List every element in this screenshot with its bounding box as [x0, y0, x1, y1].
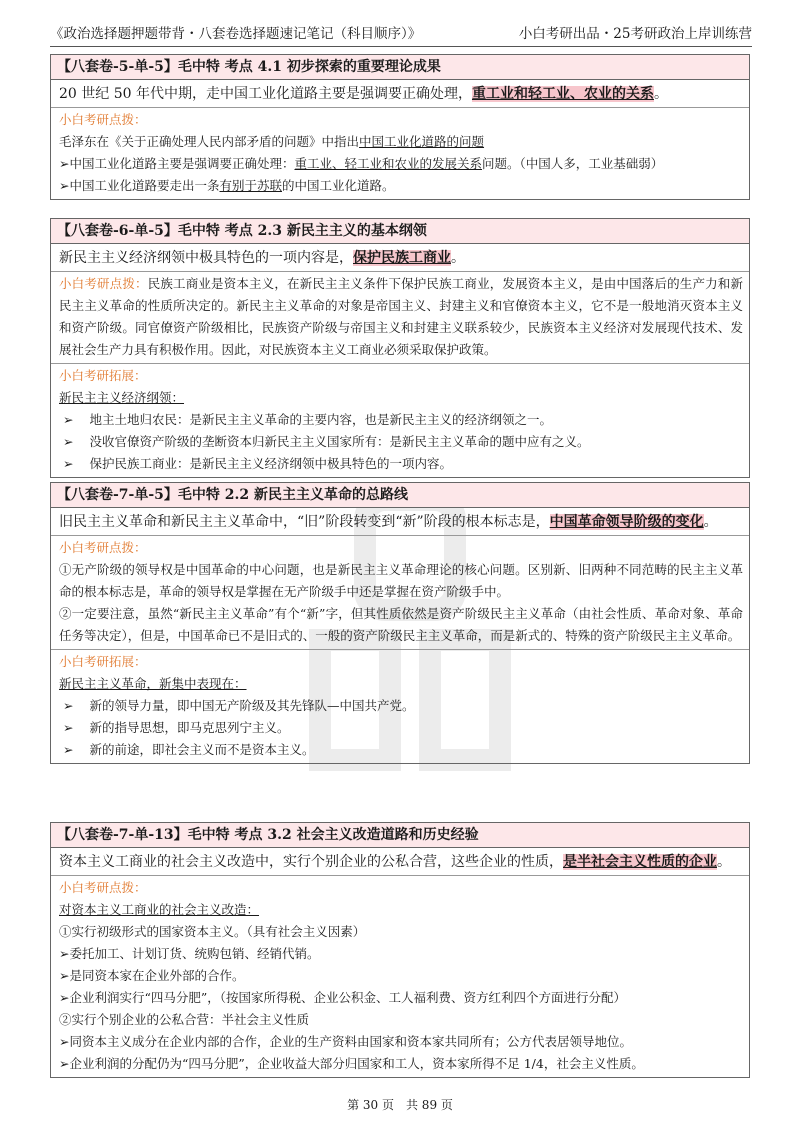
explanation-section: [51, 876, 749, 1077]
question-stem: 新民主主义经济纲领中极具特色的一项内容是，: [59, 250, 353, 266]
explanation-section: [51, 108, 749, 199]
question-stem: 旧民主主义革命和新民主主义革命中，“旧”阶段转变到“新”阶段的根本标志是，: [59, 514, 550, 530]
extension-section: [51, 363, 749, 477]
answer-highlight: 保护民族工商业: [353, 250, 451, 266]
explanation-line: [59, 175, 743, 197]
extension-item: [59, 717, 743, 739]
explanation-line: ①实行初级形式的国家资本主义。（具有社会主义因素）: [59, 924, 366, 939]
explanation-line: ②实行个别企业的公私合营：半社会主义性质: [59, 1012, 310, 1027]
explanation-line: ➢企业利润实行“四马分肥”，（按国家所得税、企业公积金、工人福利费、资方红利四个方面进行分配）: [59, 990, 627, 1005]
item-text: 新的领导力量，即中国无产阶级及其先锋队—中国共产党。: [89, 698, 415, 713]
tip-label: 小白考研点拨：: [59, 880, 147, 895]
explanation-line: ➢同资本主义成分在企业内部的合作，企业的生产资料由国家和资本家共同所有；公方代表居领导地位。: [59, 1034, 632, 1049]
question-text: [51, 508, 749, 536]
extension-label: 小白考研拓展：: [59, 368, 147, 383]
extension-item: [59, 409, 743, 431]
extension-label: 小白考研拓展：: [59, 654, 147, 669]
explanation-line: ➢是同资本家在企业外部的合作。: [59, 968, 245, 983]
block-title: 【八套卷-7-单-13】毛中特 考点 3.2 社会主义改造道路和历史经验: [51, 823, 749, 848]
line-text: 问题。（中国人多，工业基础弱）: [482, 156, 664, 171]
question-end: 。: [451, 250, 465, 266]
arrow-bullet-icon: ➢: [63, 742, 74, 757]
question-text: [51, 80, 749, 108]
line-text: 的中国工业化道路。: [282, 178, 395, 193]
arrow-bullet-icon: ➢: [63, 720, 74, 735]
block-title: 【八套卷-5-单-5】毛中特 考点 4.1 初步探索的重要理论成果: [51, 55, 749, 80]
question-block-2: [50, 218, 750, 478]
extension-item: [59, 453, 743, 475]
explanation-paragraph: ①无产阶级的领导权是中国革命的中心问题，也是新民主主义革命理论的核心问题。区别新、旧两种不同范畴的民主主义革命的根本标志是，革命的领导权是掌握在无产阶级手中还是掌握在资产阶级手中。: [59, 562, 743, 599]
explanation-paragraph: ②一定要注意，虽然“新民主主义革命”有个“新”字，但其性质依然是资产阶级民主主义革命（由社会性质、革命对象、革命任务等决定），但是，中国革命已不是旧式的、一般的资产阶级民主主义革命，而是新式的、特殊的资产阶级民主主义革命。: [59, 606, 743, 643]
question-end: 。: [703, 514, 718, 530]
item-text: 保护民族工商业：是新民主主义经济纲领中极具特色的一项内容。: [89, 456, 452, 471]
explanation-heading: 对资本主义工商业的社会主义改造：: [59, 902, 260, 917]
page-footer: [0, 1096, 800, 1113]
underlined-text: 有别于苏联: [219, 178, 282, 193]
question-end: 。: [717, 854, 731, 870]
question-block-3: [50, 482, 750, 764]
explanation-line: [59, 131, 743, 153]
block-title: 【八套卷-6-单-5】毛中特 考点 2.3 新民主主义的基本纲领: [51, 219, 749, 244]
answer-highlight: 是半社会主义性质的企业: [563, 854, 717, 870]
header-right-title: 小白考研出品・25考研政治上岸训练营: [518, 26, 752, 42]
question-text: [51, 244, 749, 272]
extension-section: [51, 649, 749, 763]
explanation-paragraph: 民族工商业是资本主义，在新民主主义条件下保护民族工商业，发展资本主义，是由中国落后的生产力和新民主主义革命的性质所决定的。新民主主义革命的对象是帝国主义、封建主义和官僚资本主义，它不是一般地消灭资本主义和资产阶级。同官僚资产阶级相比，民族资产阶级与帝国主义和封建主义联系较少，民族资本主义经济对发展现代技术、发展社会生产力具有积极作用。因此，对民族资本主义工商业必须采取保护政策。: [59, 276, 743, 357]
extension-title: 新民主主义经济纲领：: [59, 390, 185, 405]
item-text: 新的前途，即社会主义而不是资本主义。: [89, 742, 315, 757]
question-block-1: [50, 54, 750, 200]
question-block-4: [50, 822, 750, 1078]
answer-highlight: 重工业和轻工业、农业的关系: [471, 86, 654, 102]
arrow-bullet-icon: ➢: [63, 698, 74, 713]
extension-item: [59, 431, 743, 453]
arrow-bullet-icon: ➢: [63, 434, 74, 449]
block-title: 【八套卷-7-单-5】毛中特 2.2 新民主主义革命的总路线: [51, 483, 749, 508]
line-text: ➢中国工业化道路要走出一条: [59, 178, 220, 193]
underlined-text: 重工业、轻工业和农业的发展关系: [294, 156, 482, 171]
tip-label: 小白考研点拨：: [59, 112, 147, 127]
extension-item: [59, 739, 743, 761]
explanation-line: ➢委托加工、计划订货、统购包销、经销代销。: [59, 946, 320, 961]
explanation-line: ➢企业利润的分配仍为“四马分肥”，企业收益大部分归国家和工人，资本家所得不足 1/4，社会主义性质。: [59, 1056, 644, 1071]
explanation-section: [51, 536, 749, 649]
header-left-title: 《政治选择题押题带背・八套卷选择题速记笔记（科目顺序）》: [50, 26, 422, 42]
underlined-text: 中国工业化道路的问题: [359, 134, 485, 149]
page-header: [50, 14, 752, 47]
explanation-section: [51, 272, 749, 363]
extension-title: 新民主主义革命，新集中表现在：: [59, 676, 247, 691]
tip-label: 小白考研点拨：: [59, 276, 148, 291]
question-end: 。: [653, 86, 668, 102]
line-text: ➢中国工业化道路主要是强调要正确处理：: [59, 156, 295, 171]
arrow-bullet-icon: ➢: [63, 456, 74, 471]
question-stem: 20 世纪 50 年代中期，走中国工业化道路主要是强调要正确处理，: [59, 86, 472, 102]
explanation-line: [59, 153, 743, 175]
extension-item: [59, 695, 743, 717]
arrow-bullet-icon: ➢: [63, 412, 74, 427]
question-stem: 资本主义工商业的社会主义改造中，实行个别企业的公私合营，这些企业的性质，: [59, 854, 563, 870]
line-text: 毛泽东在《关于正确处理人民内部矛盾的问题》中指出: [59, 134, 360, 149]
answer-highlight: 中国革命领导阶级的变化: [549, 514, 704, 530]
item-text: 地主土地归农民：是新民主主义革命的主要内容，也是新民主主义的经济纲领之一。: [89, 412, 552, 427]
tip-label: 小白考研点拨：: [59, 540, 147, 555]
item-text: 没收官僚资产阶级的垄断资本归新民主主义国家所有：是新民主主义革命的题中应有之义。: [89, 434, 590, 449]
question-text: [51, 848, 749, 876]
page-number: 第 30 页 共 89 页: [347, 1098, 453, 1112]
item-text: 新的指导思想，即马克思列宁主义。: [89, 720, 290, 735]
